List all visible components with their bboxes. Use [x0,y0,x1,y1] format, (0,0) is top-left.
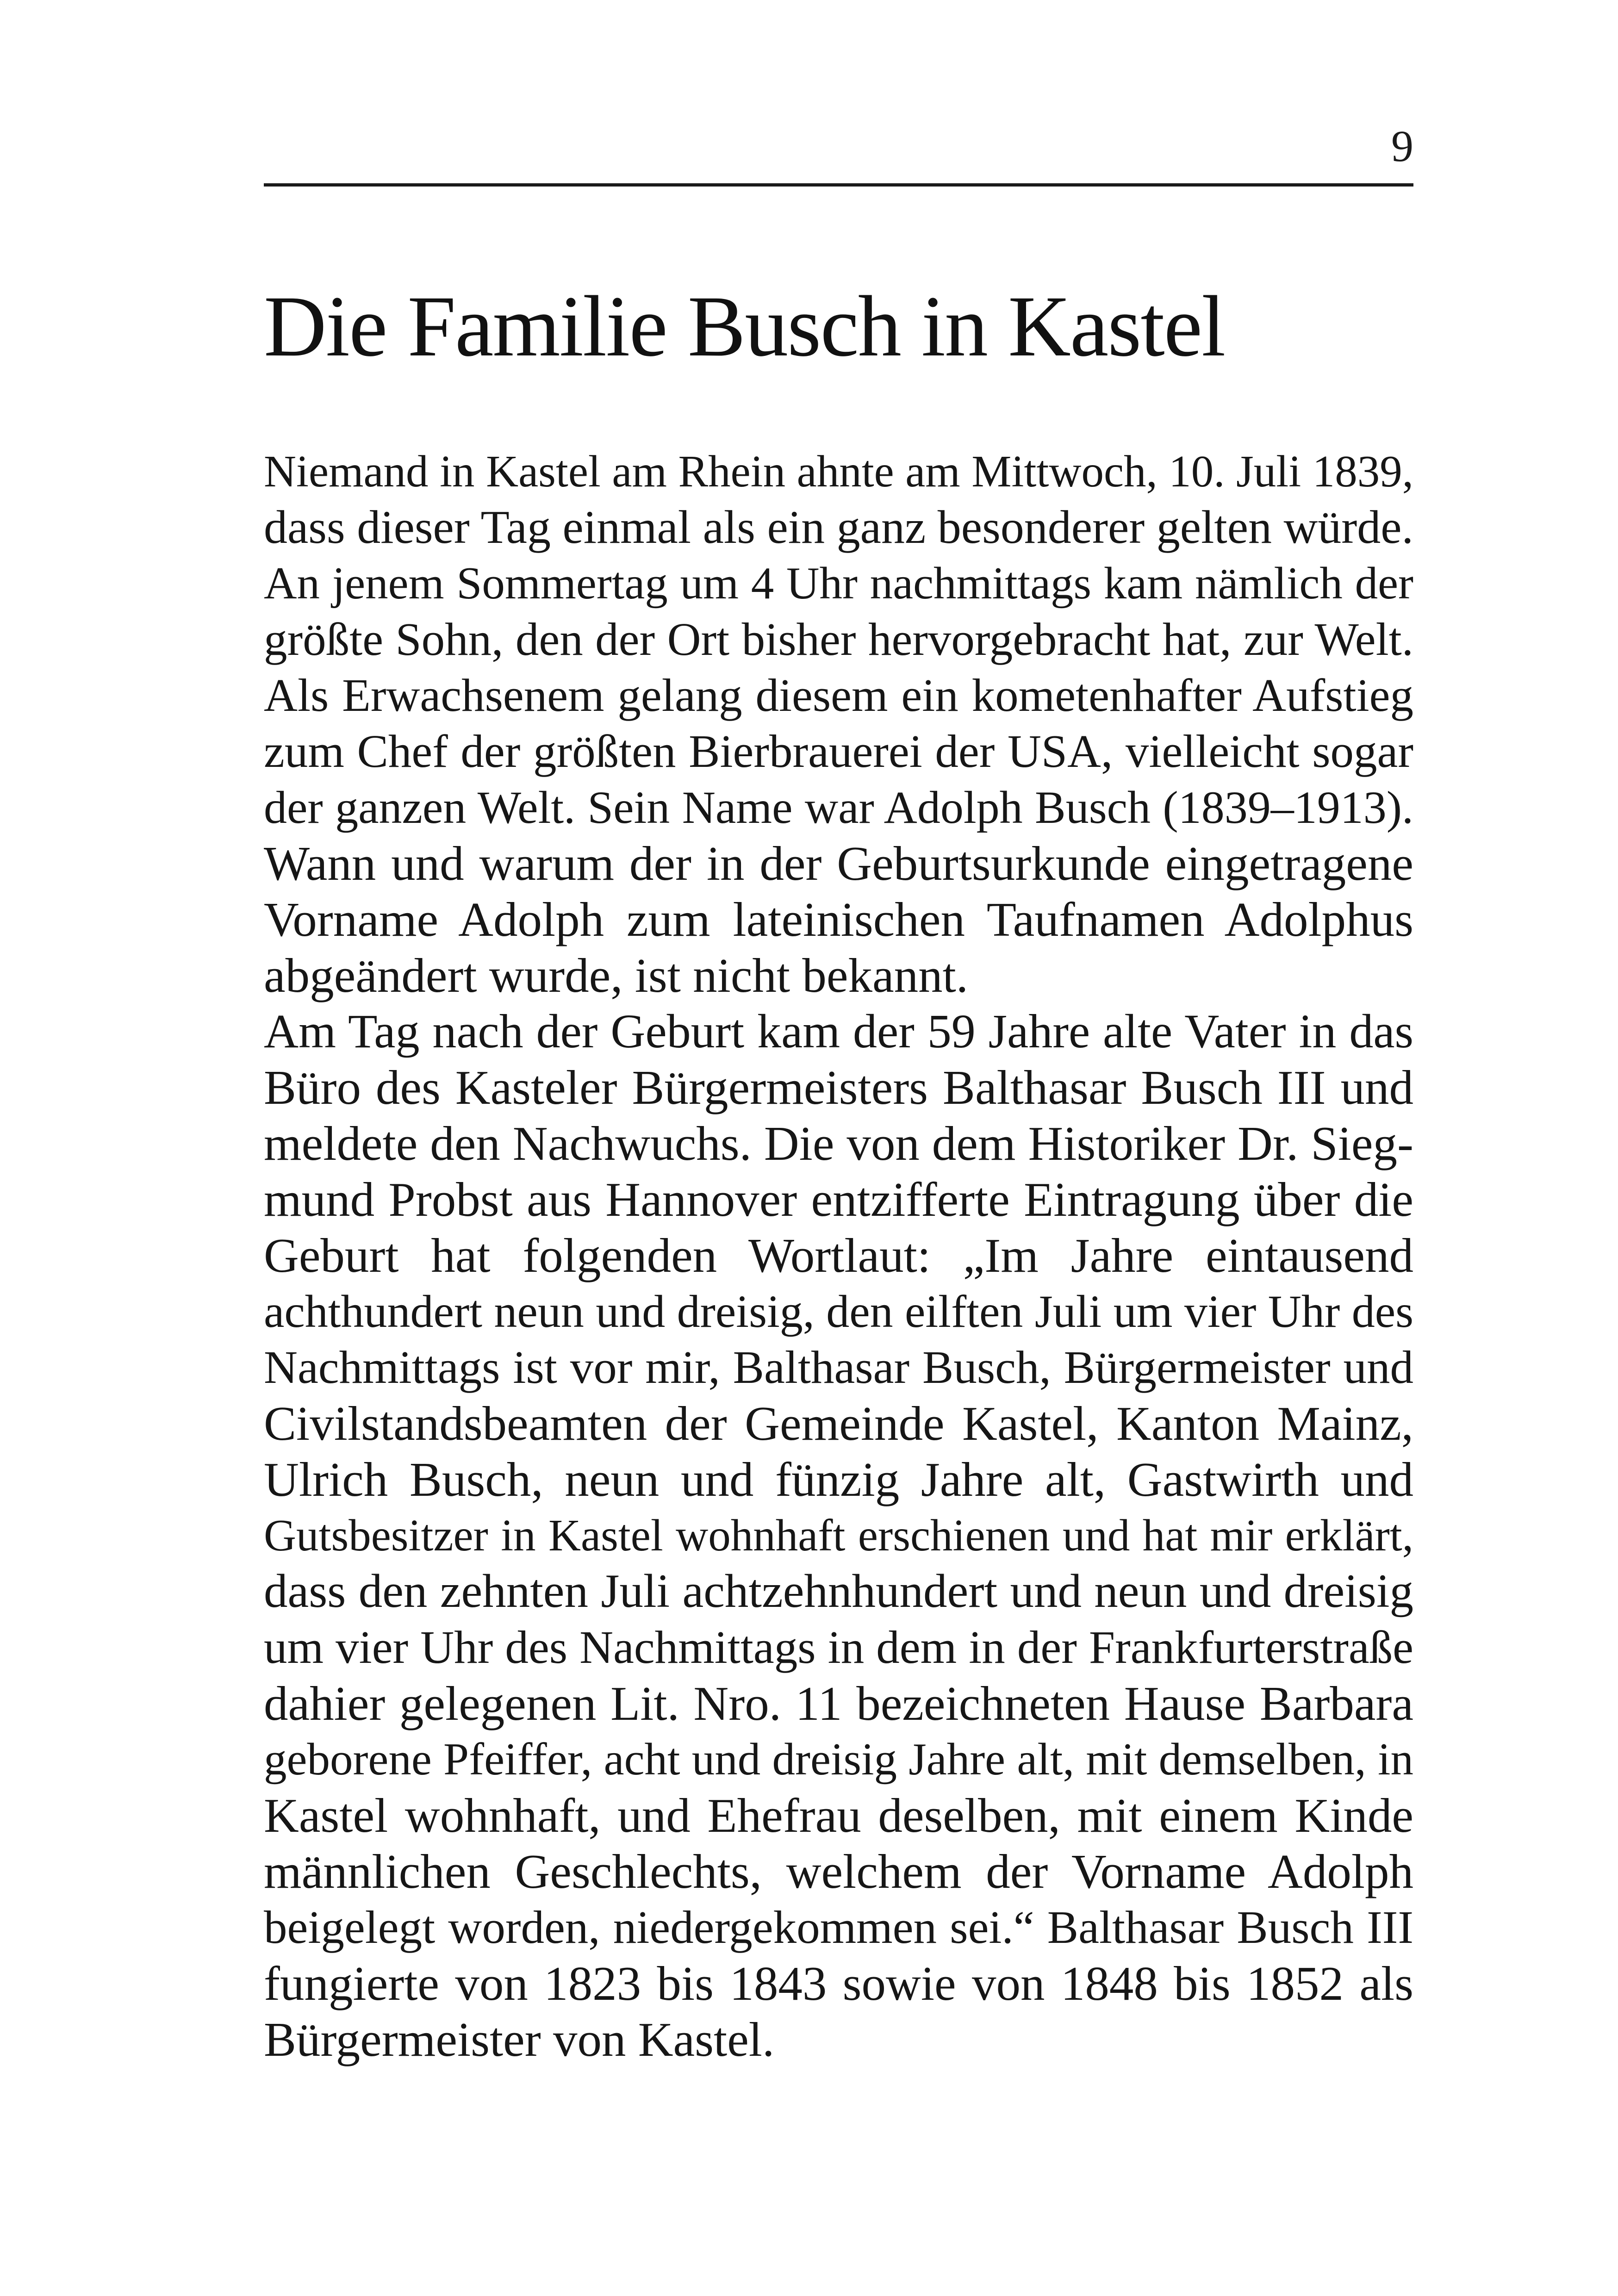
body-line: mund Probst aus Hannover entzifferte Eintragung über die [264,1172,1413,1226]
body-line: der ganzen Welt. Sein Name war Adolph Busch (1839–1913). [264,782,1413,833]
body-line: zum Chef der größten Bierbrauerei der USA, vielleicht sogar [264,725,1413,777]
body-text [264,443,1413,2067]
body-line: Bürgermeister von Kastel. [264,2012,775,2066]
body-line: um vier Uhr des Nachmittags in dem in der Frankfurterstraße [264,1621,1413,1673]
body-line: Am Tag nach der Geburt kam der 59 Jahre alte Vater in das [264,1005,1413,1058]
body-line: dahier gelegenen Lit. Nro. 11 bezeichneten Hause Barbara [264,1676,1413,1730]
body-line: achthundert neun und dreisig, den eilften Juli um vier Uhr des [264,1286,1413,1337]
body-line: männlichen Geschlechts, welchem der Vorname Adolph [264,1844,1413,1898]
chapter-title: Die Familie Busch in Kastel [264,278,1225,374]
body-line: Als Erwachsenem gelang diesem ein kometenhafter Aufstieg [264,669,1413,721]
body-line: geborene Pfeiffer, acht und dreisig Jahre alt, mit demselben, in [264,1734,1413,1785]
body-line: fungierte von 1823 bis 1843 sowie von 1848 bis 1852 als [264,1956,1413,2010]
body-line: Gutsbesitzer in Kastel wohnhaft erschienen und hat mir erklärt, [264,1511,1413,1560]
body-line: Wann und warum der in der Geburtsurkunde eingetragene [264,836,1413,890]
page-number: 9 [1391,121,1413,171]
body-line: Kastel wohnhaft, und Ehefrau deselben, mit einem Kinde [264,1788,1413,1842]
body-line: beigelegt worden, niedergekommen sei.“ Balthasar Busch III [264,1901,1413,1953]
body-line: Vorname Adolph zum lateinischen Taufnamen Adolphus [264,892,1413,946]
body-line: abgeändert wurde, ist nicht bekannt. [264,948,968,1002]
body-line: dass dieser Tag einmal als ein ganz besonderer gelten würde. [264,501,1413,554]
body-line: Ulrich Busch, neun und fünzig Jahre alt, Gastwirth und [264,1452,1413,1506]
body-line: Niemand in Kastel am Rhein ahnte am Mittwoch, 10. Juli 1839, [264,447,1413,496]
body-line: Nachmittags ist vor mir, Balthasar Busch, Bürgermeister und [264,1341,1413,1393]
body-line: Geburt hat folgenden Wortlaut: „Im Jahre eintausend [264,1228,1413,1282]
header-rule [264,183,1413,187]
body-line: größte Sohn, den der Ort bisher hervorgebracht hat, zur Welt. [264,613,1413,665]
body-line: Büro des Kasteler Bürgermeisters Balthasar Busch III und [264,1060,1413,1114]
body-line: An jenem Sommertag um 4 Uhr nachmittags kam nämlich der [264,558,1413,609]
body-line: dass den zehnten Juli achtzehnhundert und neun und dreisig [264,1565,1413,1618]
body-line: meldete den Nachwuchs. Die von dem Historiker Dr. Sieg- [264,1116,1413,1170]
body-line: Civilstandsbeamten der Gemeinde Kastel, Kanton Mainz, [264,1396,1413,1450]
